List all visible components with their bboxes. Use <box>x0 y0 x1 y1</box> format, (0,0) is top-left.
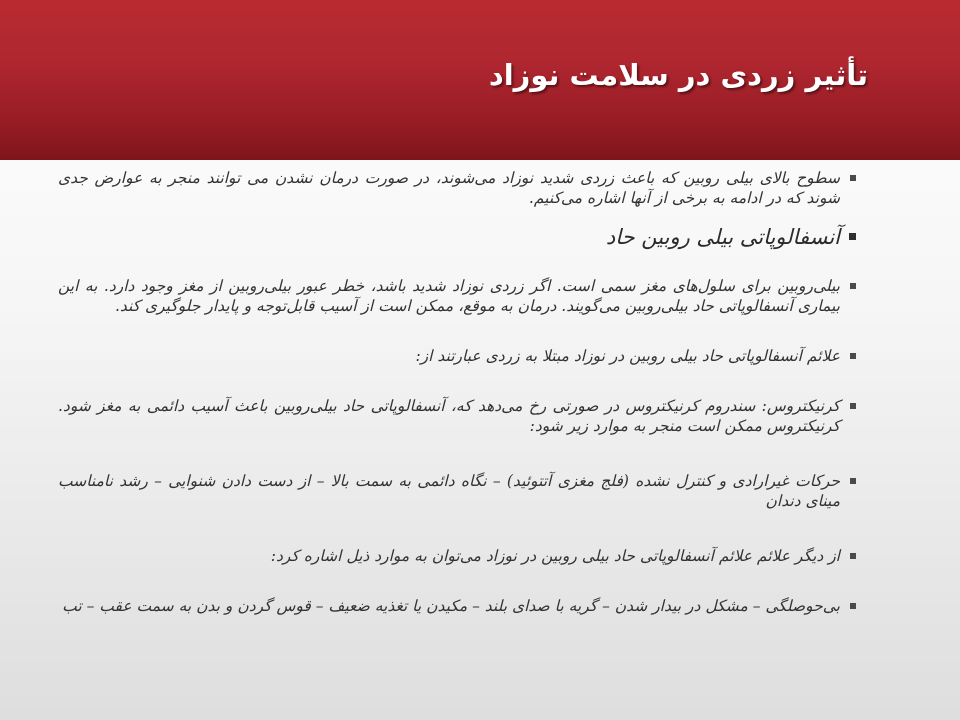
bullet-kernicterus: کرنیکتروس: سندروم کرنیکتروس در صورتی رخ می‌دهد که، آنسفالوپاتی حاد بیلی‌روبین باعث آسیب دائمی به مغز شود. کرنیکتروس ممکن است منجر به موارد زیر شود: <box>58 396 858 436</box>
bullet-other-symptoms-intro: از دیگر علائم علائم آنسفالوپاتی حاد بیلی روبین در نوزاد می‌توان به موارد ذیل اشاره کرد: <box>58 546 858 566</box>
bullet-heading-acute-encephalopathy: آنسفالوپاتی بیلی روبین حاد <box>58 222 858 252</box>
bullet-symptoms-intro: علائم آنسفالوپاتی حاد بیلی روبین در نوزاد مبتلا به زردی عبارتند از: <box>58 346 858 366</box>
bullet-kernicterus-effects: حرکات غیرارادی و کنترل نشده (فلج مغزی آتتوئید) – نگاه دائمی به سمت بالا – از دست دادن شنوایی – رشد نامناسب مینای دندان <box>58 471 858 511</box>
bullet-intro: سطوح بالای بیلی روبین که باعث زردی شدید نوزاد می‌شوند، در صورت درمان نشدن می توانند منجر به عوارض جدی شوند که در ادامه به برخی از آنها اشاره می‌کنیم. <box>58 168 858 208</box>
bullet-other-symptoms: بی‌حوصلگی – مشکل در بیدار شدن – گریه با صدای بلند – مکیدن یا تغذیه ضعیف – قوس گردن و بدن به سمت عقب – تب <box>58 596 858 616</box>
bullet-bilirubin-toxicity: بیلی‌روبین برای سلول‌های مغز سمی است. اگر زردی نوزاد شدید باشد، خطر عبور بیلی‌روبین از مغز وجود دارد. به این بیماری آنسفالوپاتی حاد بیلی‌روبین می‌گویند. درمان به موقع، ممکن است از آسیب قابل‌توجه و پایدار جلوگیری کند. <box>58 276 858 316</box>
slide-title: تأثیر زردی در سلامت نوزاد <box>488 58 868 92</box>
bullet-list <box>58 168 858 616</box>
